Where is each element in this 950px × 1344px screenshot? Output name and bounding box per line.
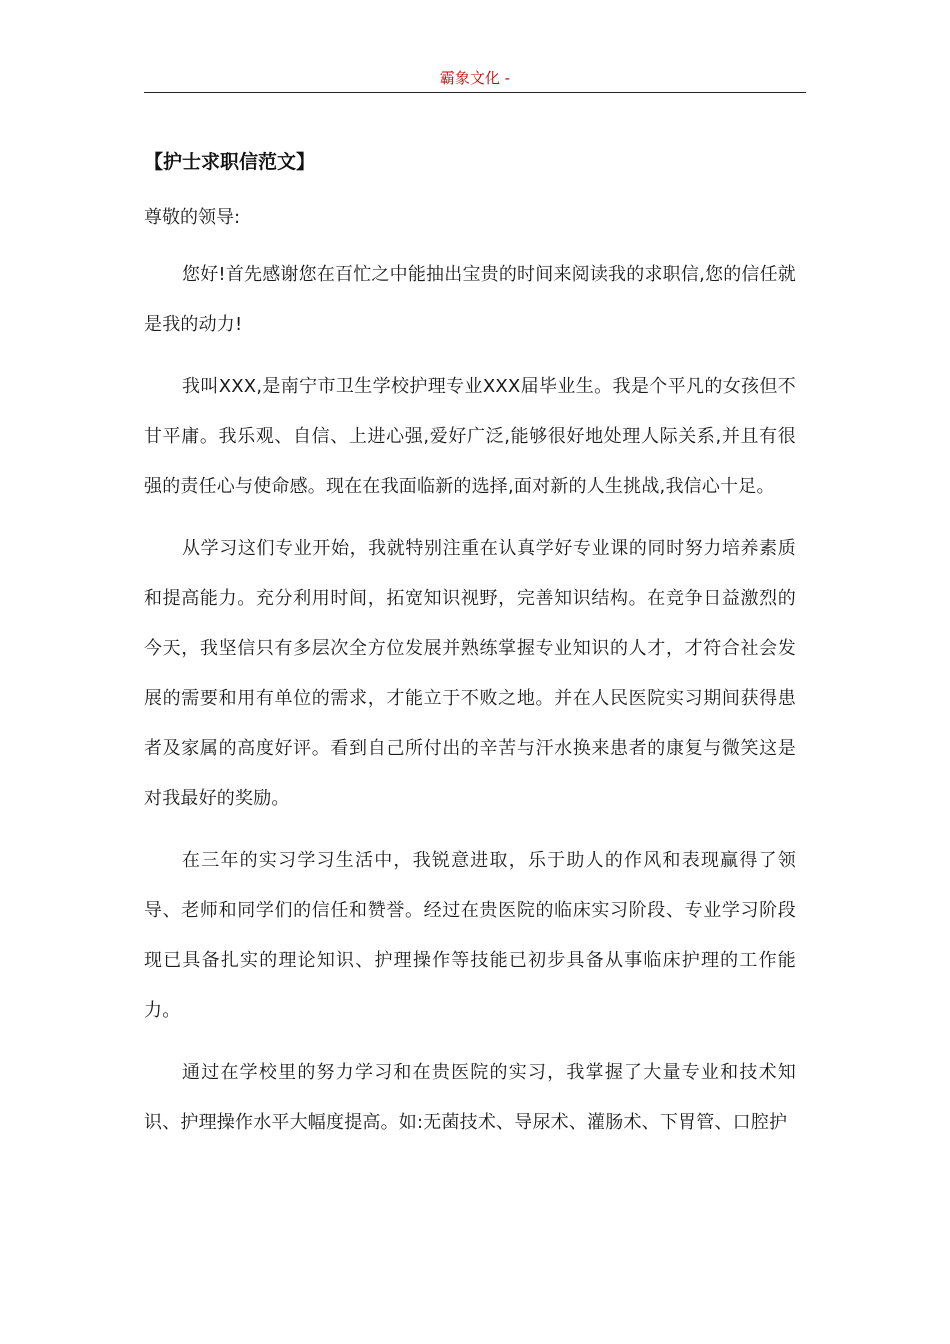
page-header <box>144 66 806 93</box>
header-brand-text: 霸象文化 - <box>439 69 511 87</box>
paragraph-2: 我叫XXX,是南宁市卫生学校护理专业XXX届毕业生。我是个平凡的女孩但不甘平庸。我乐观、自信、上进心强,爱好广泛,能够很好地处理人际关系,并且有很强的责任心与使命感。现在在我面临新的选择,面对新的人生挑战,我信心十足。 <box>144 376 796 497</box>
salutation: 尊敬的领导: <box>144 207 241 228</box>
paragraph-5: 通过在学校里的努力学习和在贵医院的实习，我掌握了大量专业和技术知识、护理操作水平大幅度提高。如:无菌技术、导尿术、灌肠术、下胃管、口腔护 <box>144 1062 796 1133</box>
document-body <box>144 144 796 1160</box>
document-title: 【护士求职信范文】 <box>144 151 316 173</box>
paragraph-3: 从学习这们专业开始，我就特别注重在认真学好专业课的同时努力培养素质和提高能力。充分利用时间，拓宽知识视野，完善知识结构。在竞争日益激烈的今天，我坚信只有多层次全方位发展并熟练掌握专业知识的人才，才符合社会发展的需要和用有单位的需求，才能立于不败之地。并在人民医院实习期间获得患者及家属的高度好评。看到自己所付出的辛苦与汗水换来患者的康复与微笑这是对我最好的奖励。 <box>144 538 796 809</box>
paragraph-4: 在三年的实习学习生活中，我锐意进取，乐于助人的作风和表现赢得了领导、老师和同学们的信任和赞誉。经过在贵医院的临床实习阶段、专业学习阶段现已具备扎实的理论知识、护理操作等技能已初步具备从事临床护理的工作能力。 <box>144 850 796 1021</box>
paragraph-1: 您好!首先感谢您在百忙之中能抽出宝贵的时间来阅读我的求职信,您的信任就是我的动力! <box>144 264 796 335</box>
